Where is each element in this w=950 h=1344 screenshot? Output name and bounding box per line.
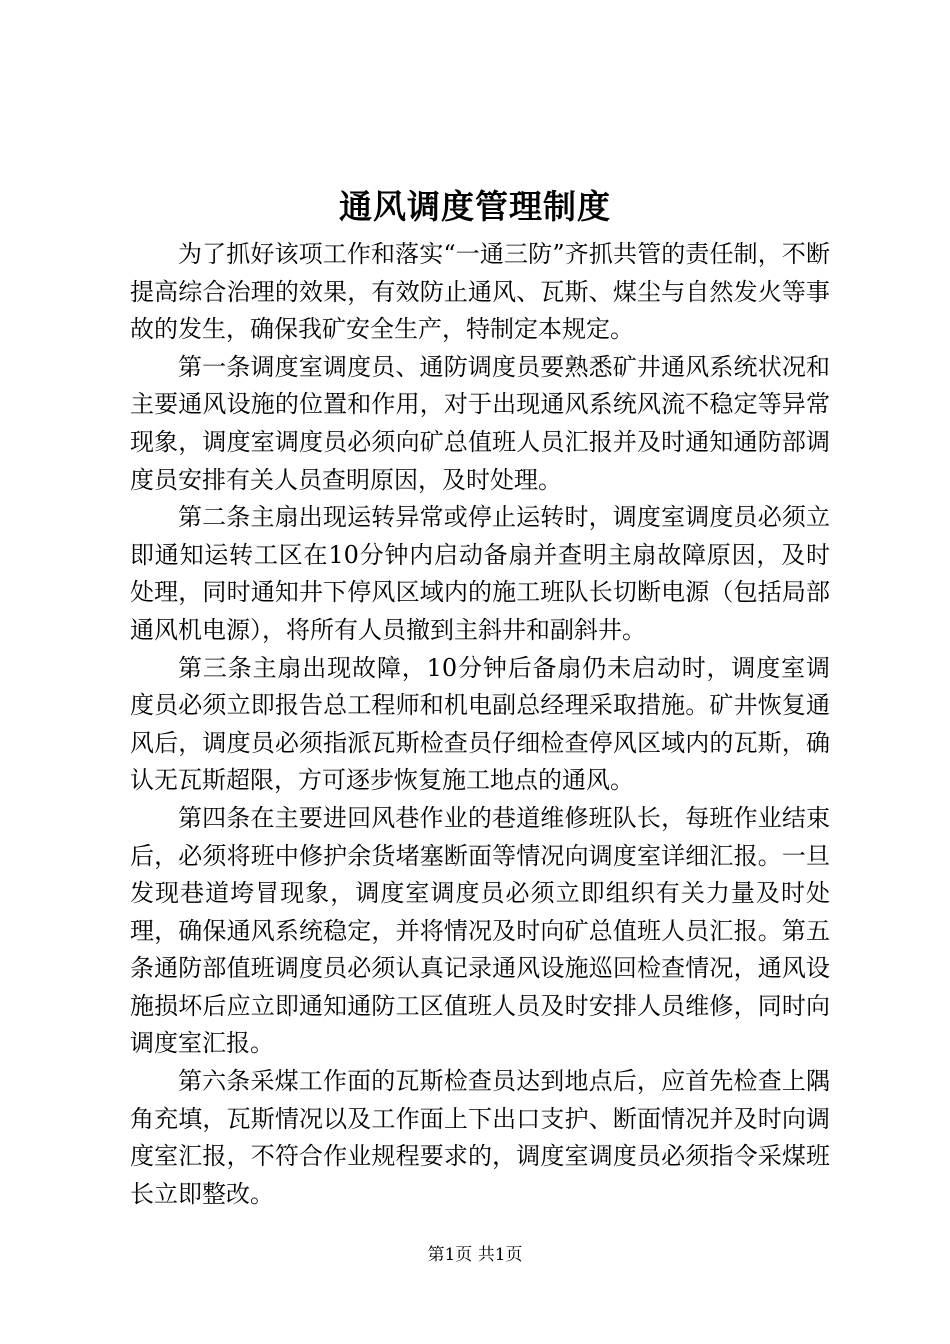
document-title: 通风调度管理制度 [339,187,611,226]
paragraph-article-4-5: 第四条在主要进回风巷作业的巷道维修班队长，每班作业结束后，必须将班中修护余货堵塞断面等情况向调度室详细汇报。一旦发现巷道垮冒现象，调度室调度员必须立即组织有关力量及时处理，确保通风系统稳定，并将情况及时向矿总值班人员汇报。第五条通防部值班调度员必须认真记录通风设施巡回检查情况，通风设施损坏后应立即通知通防工区值班人员及时安排人员维修，同时向调度室汇报。 [130,803,830,1058]
paragraph-article-6: 第六条采煤工作面的瓦斯检查员达到地点后，应首先检查上隅角充填，瓦斯情况以及工作面上下出口支护、断面情况并及时向调度室汇报，不符合作业规程要求的，调度室调度员必须指令采煤班长立即整改。 [130,1067,830,1208]
document-body [130,236,830,1213]
paragraph-article-1: 第一条调度室调度员、通防调度员要熟悉矿井通风系统状况和主要通风设施的位置和作用，对于出现通风系统风流不稳定等异常现象，调度室调度员必须向矿总值班人员汇报并及时通知通防部调度员安排有关人员查明原因，及时处理。 [130,352,830,494]
paragraph-article-3: 第三条主扇出现故障，10分钟后备扇仍未启动时，调度室调度员必须立即报告总工程师和机电副总经理采取措施。矿井恢复通风后，调度员必须指派瓦斯检查员仔细检查停风区域内的瓦斯，确认无瓦斯超限，方可逐步恢复施工地点的通风。 [130,653,830,795]
paragraph-article-2: 第二条主扇出现运转异常或停止运转时，调度室调度员必须立即通知运转工区在10分钟内启动备扇并查明主扇故障原因，及时处理，同时通知井下停风区域内的施工班队长切断电源（包括局部通风机电源），将所有人员撤到主斜井和副斜井。 [130,503,830,644]
paragraph-intro: 为了抓好该项工作和落实“一通三防”齐抓共管的责任制，不断提高综合治理的效果，有效防止通风、瓦斯、煤尘与自然发火等事故的发生，确保我矿安全生产，特制定本规定。 [130,240,830,344]
page-number-footer: 第1页 共1页 [427,1245,523,1265]
